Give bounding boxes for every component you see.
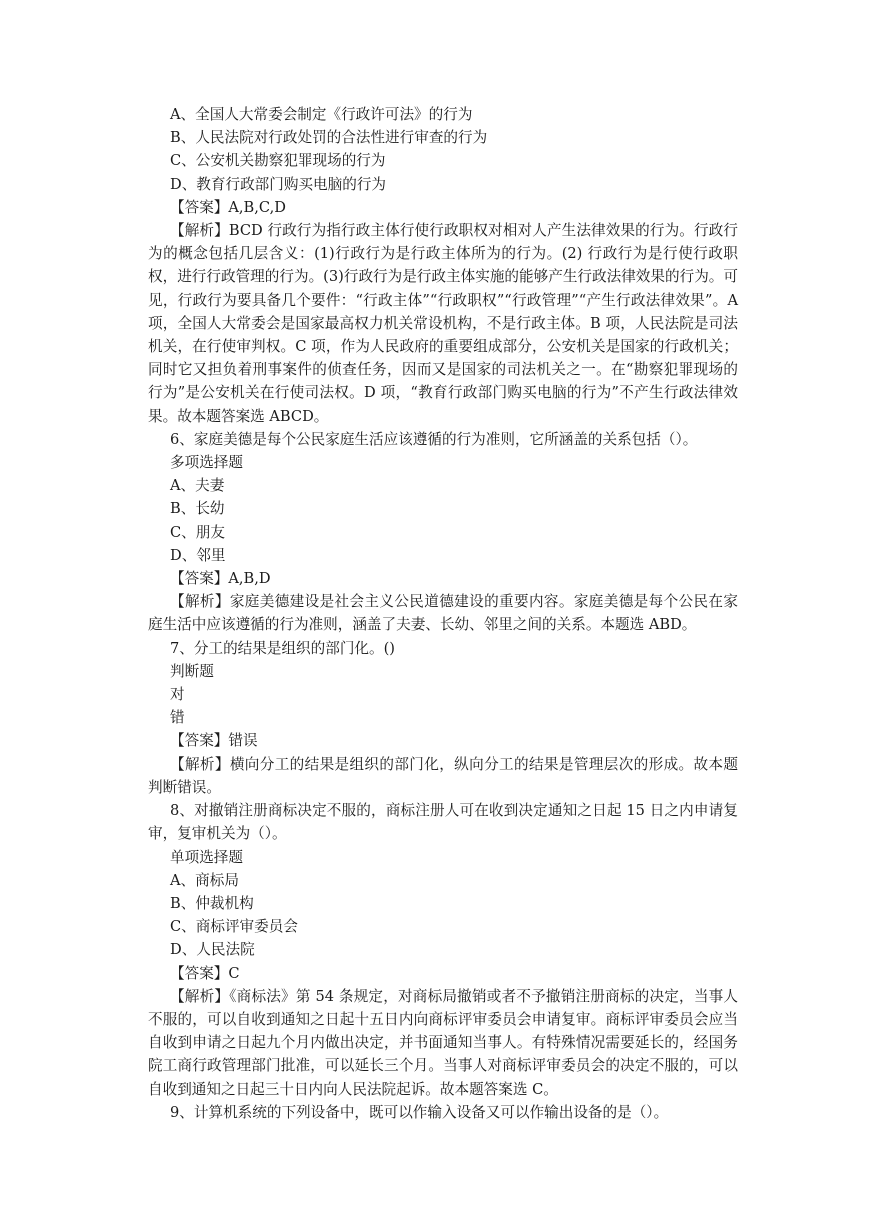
- explanation: 【解析】《商标法》第 54 条规定，对商标局撤销或者不予撤销注册商标的决定，当事人不服的，可以自收到通知之日起十五日内向商标评审委员会申请复审。商标评审委员会应当自收到申请之日起九个月内做出决定，并书面通知当事人。有特殊情况需要延长的，经国务院工商行政管理部门批准，可以延长三个月。当事人对商标评审委员会的决定不服的，可以自收到通知之日起三十日内向人民法院起诉。故本题答案选 C。: [148, 987, 738, 1098]
- option-c: C、公安机关勘察犯罪现场的行为: [170, 152, 386, 170]
- question-8: [148, 799, 738, 1101]
- question-text: 7、分工的结果是组织的部门化。(): [170, 639, 395, 657]
- option-d: D、人民法院: [170, 941, 255, 959]
- option-b: B、人民法院对行政处罚的合法性进行审查的行为: [170, 129, 488, 147]
- option-false: 错: [170, 709, 185, 727]
- option-d: D、邻里: [170, 546, 226, 564]
- option-a: A、夫妻: [170, 477, 225, 495]
- option-a: A、全国人大常委会制定《行政许可法》的行为: [170, 106, 473, 123]
- answer: 【答案】错误: [170, 732, 258, 750]
- question-6: [148, 428, 738, 637]
- answer: 【答案】A,B,C,D: [170, 198, 286, 216]
- explanation: 【解析】家庭美德建设是社会主义公民道德建设的重要内容。家庭美德是每个公民在家庭生活中应该遵循的行为准则，涵盖了夫妻、长幼、邻里之间的关系。本题选 ABD。: [148, 593, 738, 634]
- option-b: B、长幼: [170, 500, 225, 518]
- question-type: 判断题: [170, 662, 214, 680]
- question-text: 8、对撤销注册商标决定不服的，商标注册人可在收到决定通知之日起 15 日之内申请复审，复审机关为（）。: [148, 802, 738, 843]
- question-text: 6、家庭美德是每个公民家庭生活应该遵循的行为准则，它所涵盖的关系包括（）。: [170, 430, 698, 448]
- option-d: D、教育行政部门购买电脑的行为: [170, 175, 387, 193]
- question-9: [148, 1101, 738, 1124]
- option-c: C、商标评审委员会: [170, 918, 298, 936]
- explanation: 【解析】BCD 行政行为指行政主体行使行政职权对相对人产生法律效果的行为。行政行为的概念包括几层含义：(1)行政行为是行政主体所为的行为。(2) 行政行为是行使行政职权，进行行政管理的行为。(3)行政行为是行政主体实施的能够产生行政法律效果的行为。可见，行政行为要具备几个要件：“行政主体”“行政职权”“行政管理”“产生行政法律效果”。A 项，全国人大常委会是国家最高权力机关常设机构，不是行政主体。B 项，人民法院是司法机关，在行使审判权。C 项，作为人民政府的重要组成部分，公安机关是国家的行政机关；同时它又担负着刑事案件的侦查任务，因而又是国家的司法机关之一。在“勘察犯罪现场的行为”是公安机关在行使司法权。D 项，“教育行政部门购买电脑的行为”不产生行政法律效果。故本题答案选 ABCD。: [148, 222, 738, 425]
- answer: 【答案】A,B,D: [170, 570, 271, 588]
- question-type: 单项选择题: [170, 848, 243, 866]
- option-b: B、仲裁机构: [170, 894, 254, 912]
- option-a: A、商标局: [170, 871, 239, 889]
- option-true: 对: [170, 686, 185, 704]
- answer: 【答案】C: [170, 964, 240, 982]
- option-c: C、朋友: [170, 523, 225, 541]
- question-5: [148, 103, 738, 428]
- question-text: 9、计算机系统的下列设备中，既可以作输入设备又可以作输出设备的是（）。: [170, 1103, 669, 1121]
- question-type: 多项选择题: [170, 454, 243, 472]
- question-7: [148, 637, 738, 799]
- explanation: 【解析】横向分工的结果是组织的部门化，纵向分工的结果是管理层次的形成。故本题判断错误。: [148, 755, 738, 796]
- document-page: [148, 103, 738, 1124]
